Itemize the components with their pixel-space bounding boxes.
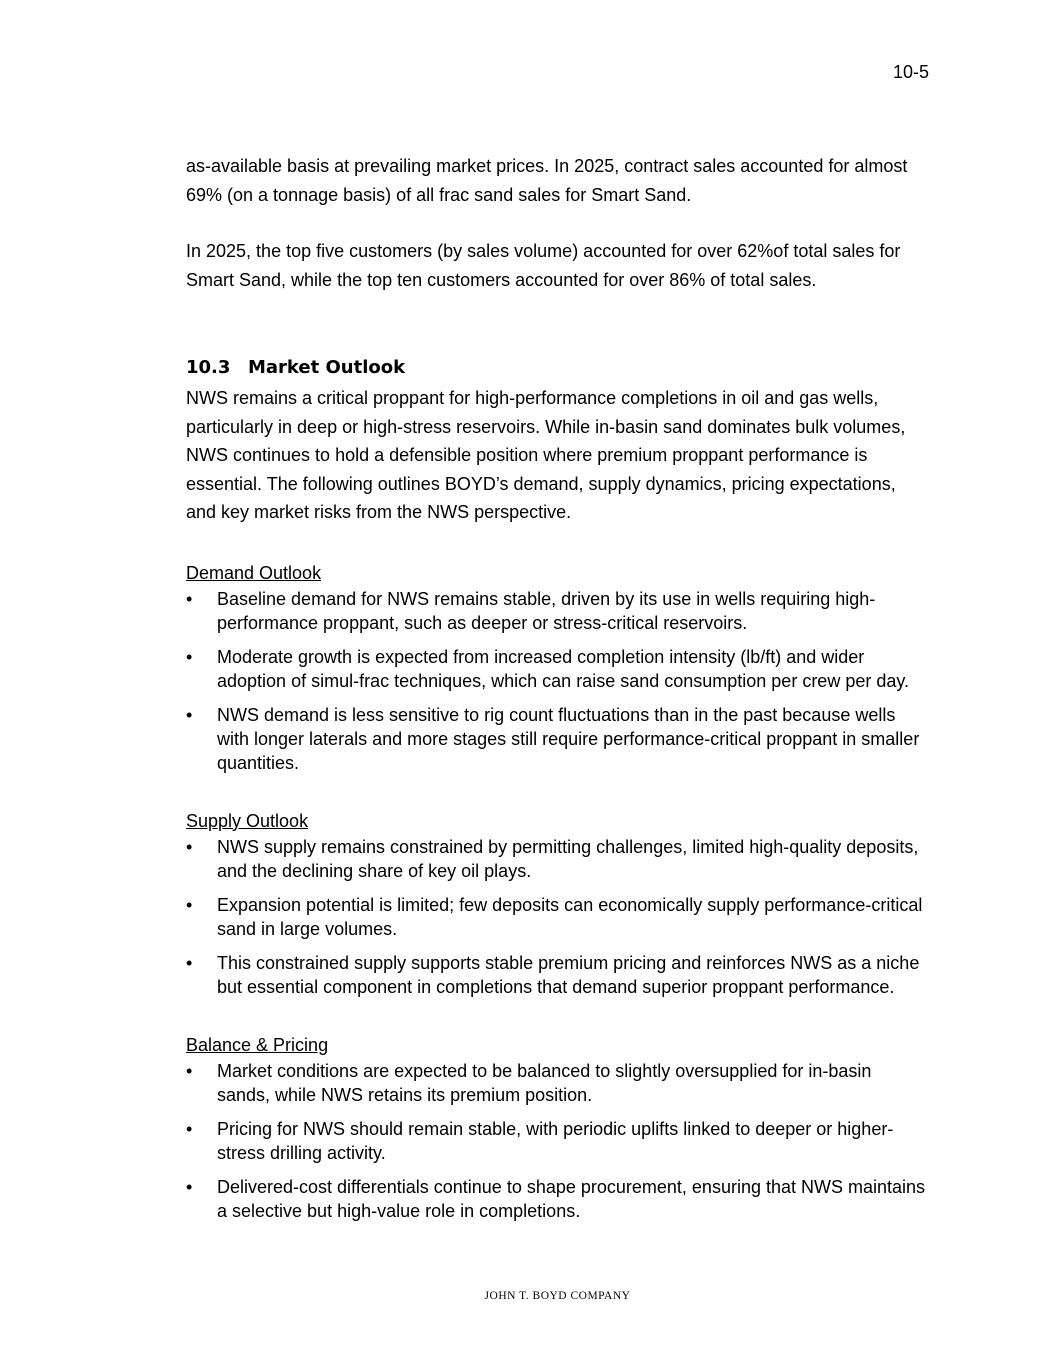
section-body: NWS remains a critical proppant for high-performance completions in oil and gas wells, particularly in deep or high-stress reservoirs. While in-basin sand dominates bulk volumes, NWS continues to hold a defensible position where premium proppant performance is essential. The following outlines BOYD’s demand, supply dynamics, pricing expectations, and key market risks from the NWS perspective. (186, 388, 906, 522)
bullet-icon: • (186, 836, 193, 857)
bullet-icon: • (186, 588, 193, 609)
list-item (186, 587, 926, 635)
section-title: Market Outlook (248, 357, 406, 378)
bullet-icon: • (186, 704, 193, 725)
section-heading (186, 354, 926, 382)
list-item-text: NWS supply remains constrained by permitting challenges, limited high-quality deposits, and the declining share of key oil plays. (217, 836, 919, 881)
intro-paragraph: as-available basis at prevailing market prices. In 2025, contract sales accounted for almost 69% (on a tonnage basis) of all frac sand sales for Smart Sand. (186, 156, 908, 205)
balance-pricing-list (186, 1059, 926, 1223)
list-item-text: NWS demand is less sensitive to rig count fluctuations than in the past because wells with longer laterals and more stages still require performance-critical proppant in smaller quantities. (217, 704, 920, 773)
list-item (186, 835, 926, 883)
document-body (186, 152, 926, 1233)
list-item-text: Market conditions are expected to be balanced to slightly oversupplied for in-basin sands, while NWS retains its premium position. (217, 1060, 872, 1105)
list-item (186, 703, 926, 775)
bullet-icon: • (186, 1118, 193, 1139)
list-item-text: Expansion potential is limited; few deposits can economically supply performance-critical sand in large volumes. (217, 894, 923, 939)
supply-outlook-list (186, 835, 926, 999)
bullet-icon: • (186, 1176, 193, 1197)
intro-paragraph: In 2025, the top five customers (by sales volume) accounted for over 62%of total sales for Smart Sand, while the top ten customers accounted for over 86% of total sales. (186, 241, 901, 290)
section-number: 10.3 (186, 357, 231, 378)
list-item (186, 1059, 926, 1107)
list-item (186, 1175, 926, 1223)
bullet-icon: • (186, 1060, 193, 1081)
demand-outlook-heading: Demand Outlook (186, 562, 322, 583)
demand-outlook-list (186, 587, 926, 775)
list-item-text: This constrained supply supports stable premium pricing and reinforces NWS as a niche but essential component in completions that demand superior proppant performance. (217, 952, 920, 997)
list-item (186, 645, 926, 693)
bullet-icon: • (186, 894, 193, 915)
list-item-text: Delivered-cost differentials continue to shape procurement, ensuring that NWS maintains a selective but high-value role in completions. (217, 1176, 926, 1221)
list-item-text: Moderate growth is expected from increased completion intensity (lb/ft) and wider adoption of simul-frac techniques, which can raise sand consumption per crew per day. (217, 646, 910, 691)
bullet-icon: • (186, 646, 193, 667)
balance-pricing-heading: Balance & Pricing (186, 1034, 329, 1055)
list-item (186, 1117, 926, 1165)
list-item-text: Baseline demand for NWS remains stable, driven by its use in wells requiring high-performance proppant, such as deeper or stress-critical reservoirs. (217, 588, 876, 633)
supply-outlook-heading: Supply Outlook (186, 810, 309, 831)
page-footer: JOHN T. BOYD COMPANY (484, 1290, 631, 1302)
list-item (186, 893, 926, 941)
bullet-icon: • (186, 952, 193, 973)
list-item (186, 951, 926, 999)
page-number: 10-5 (893, 62, 930, 82)
list-item-text: Pricing for NWS should remain stable, with periodic uplifts linked to deeper or higher-stress drilling activity. (217, 1118, 894, 1163)
